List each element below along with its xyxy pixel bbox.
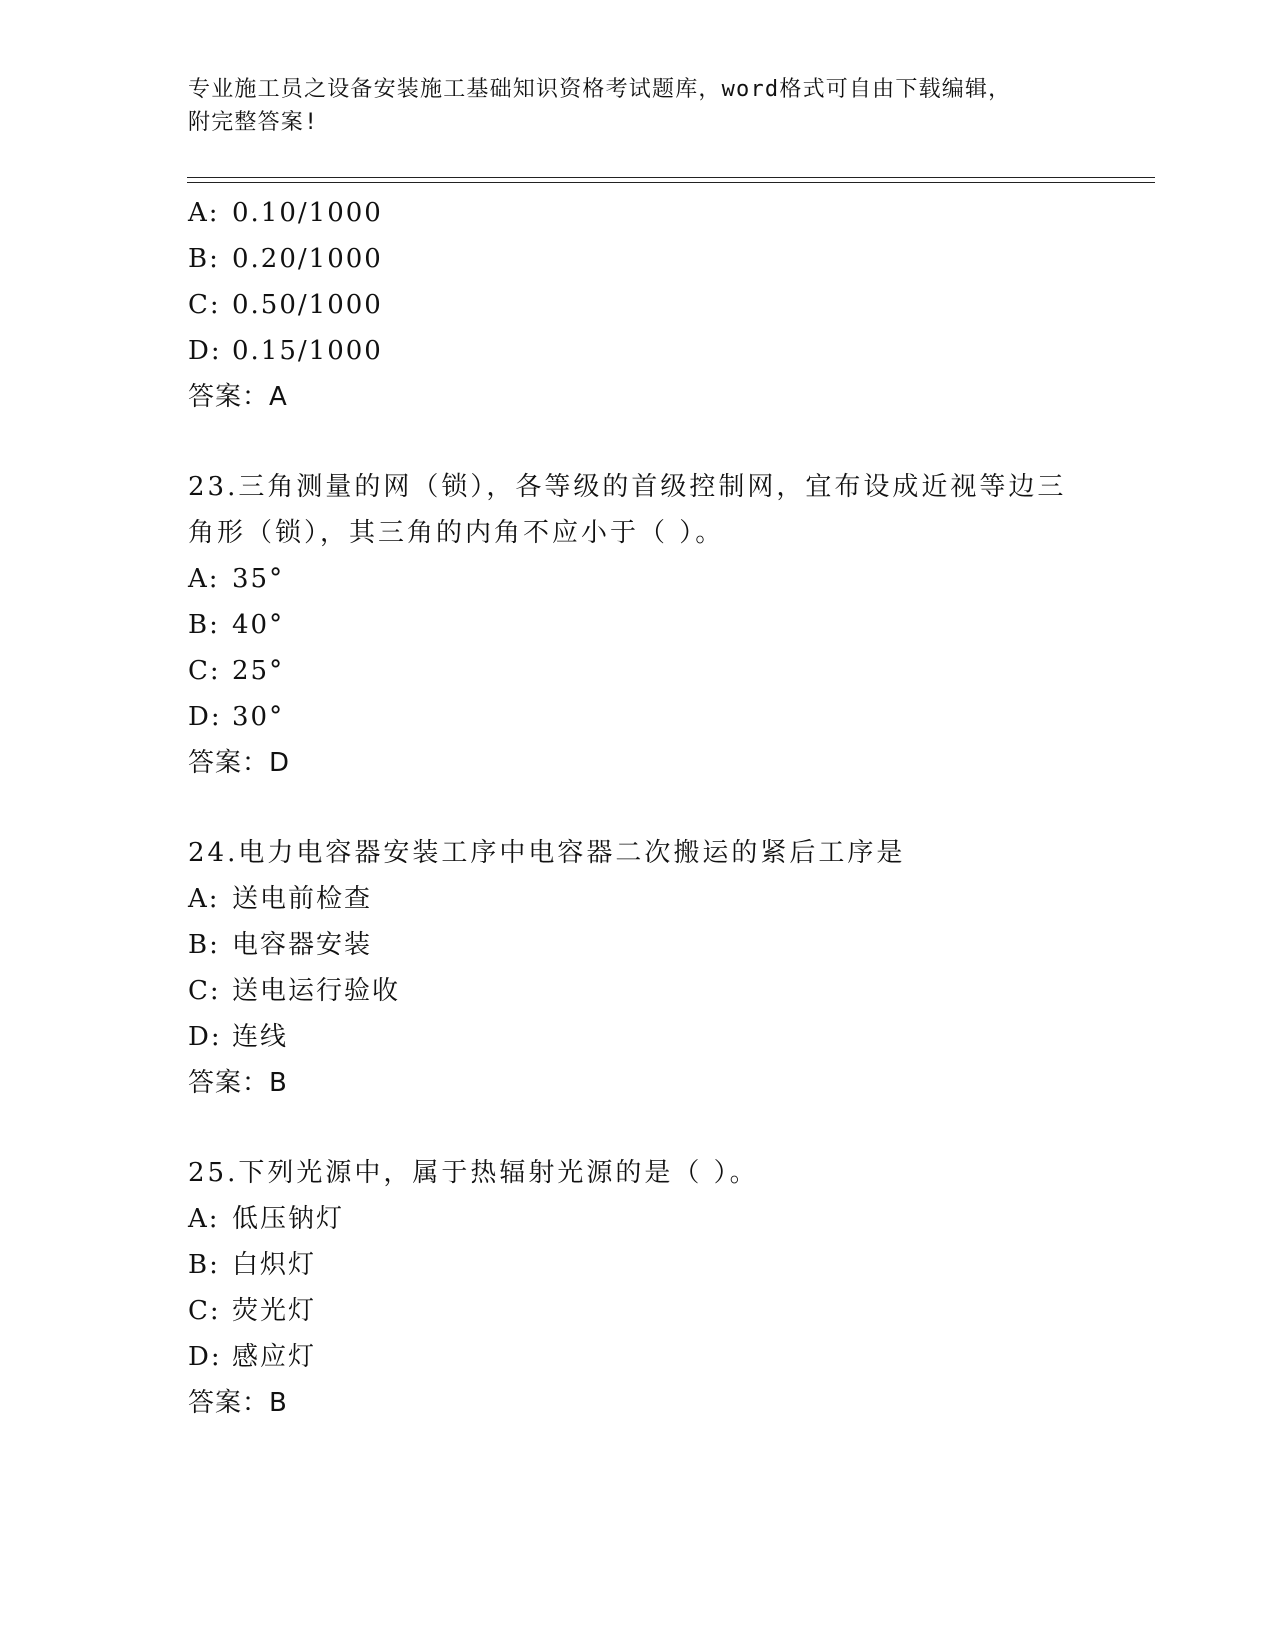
option-b (188, 602, 1128, 648)
question-block (188, 190, 1128, 420)
option-letter: D: (188, 702, 222, 732)
question-block (188, 1150, 1128, 1426)
option-c (188, 648, 1128, 694)
option-letter: C: (188, 1296, 221, 1326)
option-text: 0.10/1000 (232, 198, 383, 228)
option-letter: B: (188, 610, 220, 640)
option-a (188, 556, 1128, 602)
block-spacer (188, 420, 1128, 464)
option-a (188, 876, 1128, 922)
option-letter: A: (188, 198, 220, 228)
answer-line: 答案：B (188, 1388, 288, 1418)
block-spacer (188, 786, 1128, 830)
block-spacer (188, 1106, 1128, 1150)
question-text-line: 角形（锁），其三角的内角不应小于（ ）。 (188, 518, 725, 548)
option-c (188, 968, 1128, 1014)
question-text-line: 23.三角测量的网（锁），各等级的首级控制网，宜布设成近视等边三 (188, 472, 1067, 502)
option-a (188, 190, 1128, 236)
option-text: 送电运行验收 (232, 976, 401, 1006)
question-block (188, 830, 1128, 1106)
option-letter: A: (188, 884, 220, 914)
option-letter: D: (188, 336, 222, 366)
question-text-line: 25.下列光源中，属于热辐射光源的是（ ）。 (188, 1158, 759, 1188)
option-letter: A: (188, 564, 220, 594)
question-block (188, 464, 1128, 786)
option-d (188, 1014, 1128, 1060)
option-d (188, 1334, 1128, 1380)
option-letter: C: (188, 976, 221, 1006)
option-a (188, 1196, 1128, 1242)
header-line-2: 附完整答案! (188, 110, 319, 135)
option-text: 电容器安装 (232, 930, 373, 960)
option-text: 0.15/1000 (232, 336, 383, 366)
option-d (188, 694, 1128, 740)
question-text-line: 24.电力电容器安装工序中电容器二次搬运的紧后工序是 (188, 838, 906, 868)
option-text: 送电前检查 (232, 884, 373, 914)
option-text: 低压钠灯 (232, 1204, 345, 1234)
option-b (188, 1242, 1128, 1288)
option-letter: C: (188, 290, 221, 320)
option-letter: D: (188, 1342, 222, 1372)
answer-line: 答案：A (188, 382, 288, 412)
question-list (188, 190, 1128, 1426)
option-text: 40° (232, 610, 285, 640)
option-letter: A: (188, 1204, 220, 1234)
option-text: 30° (232, 702, 285, 732)
option-text: 感应灯 (232, 1342, 317, 1372)
answer-line: 答案：D (188, 748, 291, 778)
option-letter: D: (188, 1022, 222, 1052)
option-c (188, 282, 1128, 328)
option-letter: C: (188, 656, 221, 686)
option-text: 25° (232, 656, 285, 686)
option-text: 35° (232, 564, 285, 594)
header-divider-top (187, 177, 1155, 178)
option-text: 白炽灯 (232, 1250, 317, 1280)
document-header (188, 73, 1108, 139)
header-divider-bottom (187, 182, 1155, 183)
option-c (188, 1288, 1128, 1334)
option-d (188, 328, 1128, 374)
option-letter: B: (188, 1250, 220, 1280)
option-text: 0.50/1000 (232, 290, 383, 320)
option-text: 0.20/1000 (232, 244, 383, 274)
header-line-1: 专业施工员之设备安装施工基础知识资格考试题库，word格式可自由下载编辑， (188, 77, 1012, 102)
option-b (188, 922, 1128, 968)
option-b (188, 236, 1128, 282)
option-text: 荧光灯 (232, 1296, 317, 1326)
option-text: 连线 (232, 1022, 289, 1052)
answer-line: 答案：B (188, 1068, 288, 1098)
option-letter: B: (188, 244, 220, 274)
option-letter: B: (188, 930, 220, 960)
